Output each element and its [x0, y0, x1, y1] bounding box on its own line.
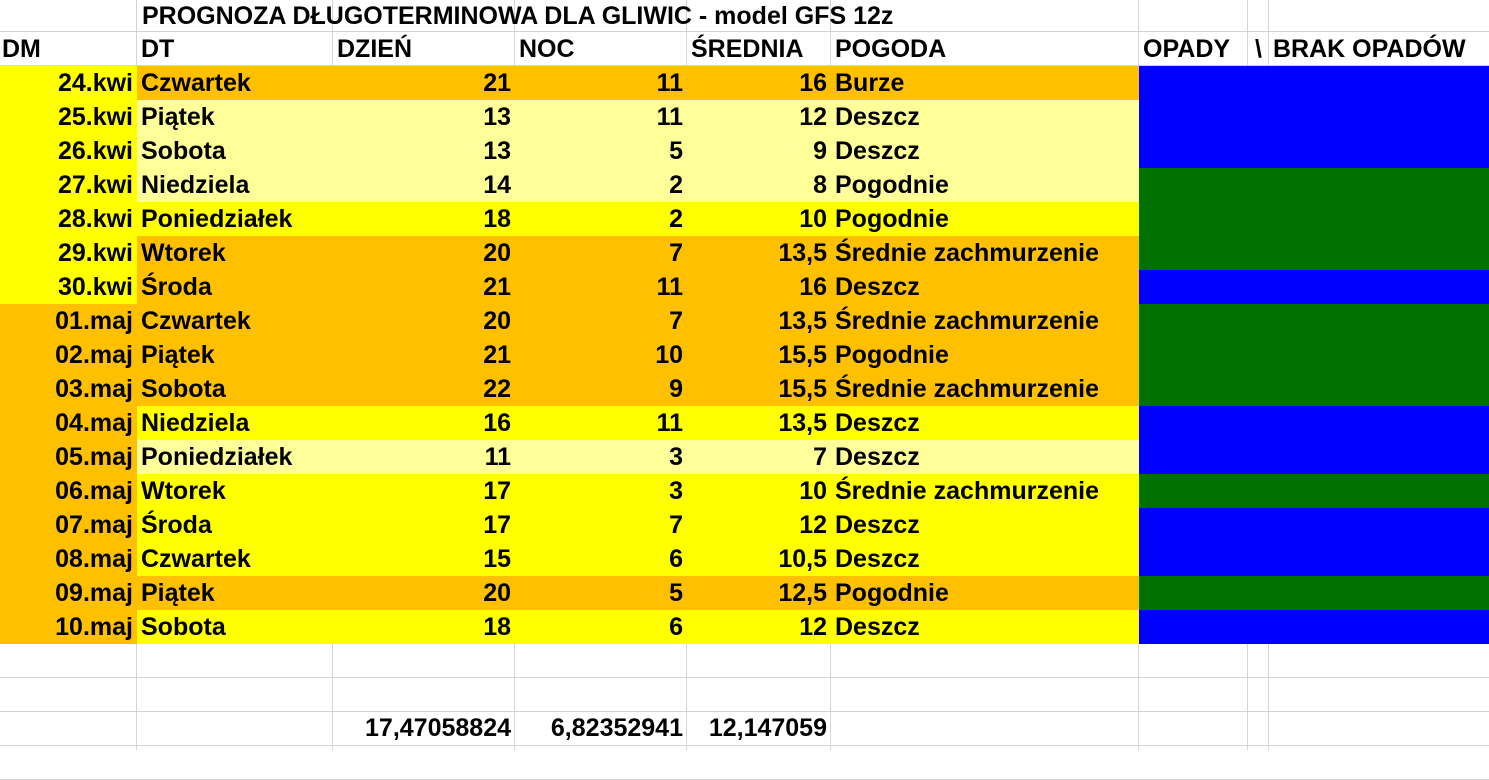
header-opady[interactable]: OPADY — [1143, 35, 1231, 63]
cell-weather[interactable]: Średnie zachmurzenie — [831, 474, 1139, 508]
cell-date[interactable]: 27.kwi — [0, 168, 137, 202]
cell-day[interactable]: Środa — [137, 270, 333, 304]
cell-date[interactable]: 24.kwi — [0, 66, 137, 100]
header-srednia[interactable]: ŚREDNIA — [691, 35, 804, 63]
cell-precipitation-indicator[interactable] — [1139, 372, 1489, 406]
cell-day[interactable]: Niedziela — [137, 168, 333, 202]
cell-day[interactable]: Wtorek — [137, 236, 333, 270]
cell-date[interactable]: 05.maj — [0, 440, 137, 474]
cell-precipitation-indicator[interactable] — [1139, 168, 1489, 202]
cell-precipitation-indicator[interactable] — [1139, 576, 1489, 610]
header-row — [0, 32, 1489, 66]
cell-day[interactable]: Sobota — [137, 610, 333, 644]
cell-date[interactable]: 29.kwi — [0, 236, 137, 270]
cell-day-temp[interactable]: 11 — [333, 440, 515, 474]
cell-day-temp[interactable]: 20 — [333, 236, 515, 270]
cell-day[interactable]: Piątek — [137, 576, 333, 610]
cell-date[interactable]: 26.kwi — [0, 134, 137, 168]
cell-night-temp[interactable]: 11 — [515, 270, 687, 304]
cell-precipitation-indicator[interactable] — [1139, 304, 1489, 338]
table-row — [0, 270, 1489, 304]
header-dzien[interactable]: DZIEŃ — [337, 35, 412, 63]
cell-date[interactable]: 28.kwi — [0, 202, 137, 236]
cell-day-temp[interactable]: 15 — [333, 542, 515, 576]
cell-date[interactable]: 10.maj — [0, 610, 137, 644]
table-row — [0, 372, 1489, 406]
average-noc[interactable]: 6,82352941 — [550, 714, 683, 742]
table-row — [0, 406, 1489, 440]
cell-day-temp[interactable]: 21 — [333, 338, 515, 372]
cell-night-temp[interactable]: 7 — [515, 236, 687, 270]
cell-day-temp[interactable]: 21 — [333, 270, 515, 304]
table-row — [0, 474, 1489, 508]
cell-average-temp[interactable]: 13,5 — [687, 304, 831, 338]
cell-day-temp[interactable]: 16 — [333, 406, 515, 440]
cell-average-temp[interactable]: 10,5 — [687, 542, 831, 576]
cell-average-temp[interactable]: 9 — [687, 134, 831, 168]
cell-date[interactable]: 07.maj — [0, 508, 137, 542]
cell-day-temp[interactable]: 20 — [333, 304, 515, 338]
cell-weather[interactable]: Deszcz — [831, 270, 1139, 304]
cell-day[interactable]: Niedziela — [137, 406, 333, 440]
cell-day-temp[interactable]: 13 — [333, 100, 515, 134]
cell-precipitation-indicator[interactable] — [1139, 474, 1489, 508]
cell-precipitation-indicator[interactable] — [1139, 610, 1489, 644]
cell-weather[interactable]: Deszcz — [831, 542, 1139, 576]
cell-day[interactable]: Czwartek — [137, 66, 333, 100]
cell-precipitation-indicator[interactable] — [1139, 542, 1489, 576]
table-row — [0, 134, 1489, 168]
sheet-title[interactable]: PROGNOZA DŁUGOTERMINOWA DLA GLIWIC - model GFS 12z — [142, 2, 894, 30]
cell-night-temp[interactable]: 5 — [515, 576, 687, 610]
cell-day-temp[interactable]: 20 — [333, 576, 515, 610]
table-row — [0, 100, 1489, 134]
cell-weather[interactable]: Deszcz — [831, 406, 1139, 440]
cell-day[interactable]: Środa — [137, 508, 333, 542]
cell-night-temp[interactable]: 10 — [515, 338, 687, 372]
cell-date[interactable]: 06.maj — [0, 474, 137, 508]
averages-row — [0, 711, 1489, 745]
table-row — [0, 304, 1489, 338]
cell-day-temp[interactable]: 13 — [333, 134, 515, 168]
cell-day[interactable]: Poniedziałek — [137, 440, 333, 474]
header-pogoda[interactable]: POGODA — [835, 35, 947, 63]
cell-day[interactable]: Sobota — [137, 134, 333, 168]
cell-weather[interactable]: Średnie zachmurzenie — [831, 304, 1139, 338]
cell-weather[interactable]: Średnie zachmurzenie — [831, 236, 1139, 270]
cell-date[interactable]: 25.kwi — [0, 100, 137, 134]
header-noc[interactable]: NOC — [519, 35, 575, 63]
cell-average-temp[interactable]: 12,5 — [687, 576, 831, 610]
cell-day-temp[interactable]: 14 — [333, 168, 515, 202]
gridline — [0, 677, 1489, 678]
title-row — [0, 0, 1489, 34]
cell-precipitation-indicator[interactable] — [1139, 508, 1489, 542]
cell-precipitation-indicator[interactable] — [1139, 202, 1489, 236]
cell-night-temp[interactable]: 11 — [515, 406, 687, 440]
cell-night-temp[interactable]: 11 — [515, 100, 687, 134]
cell-weather[interactable]: Deszcz — [831, 508, 1139, 542]
cell-night-temp[interactable]: 6 — [515, 542, 687, 576]
cell-date[interactable]: 09.maj — [0, 576, 137, 610]
cell-date[interactable]: 01.maj — [0, 304, 137, 338]
cell-weather[interactable]: Deszcz — [831, 610, 1139, 644]
cell-day[interactable]: Piątek — [137, 338, 333, 372]
cell-night-temp[interactable]: 7 — [515, 508, 687, 542]
header-dt[interactable]: DT — [141, 35, 175, 63]
cell-day[interactable]: Wtorek — [137, 474, 333, 508]
header-brak-opadow[interactable]: BRAK OPADÓW — [1273, 35, 1466, 63]
cell-weather[interactable]: Burze — [831, 66, 1139, 100]
table-row — [0, 168, 1489, 202]
cell-precipitation-indicator[interactable] — [1139, 338, 1489, 372]
cell-date[interactable]: 03.maj — [0, 372, 137, 406]
cell-date[interactable]: 02.maj — [0, 338, 137, 372]
cell-weather[interactable]: Deszcz — [831, 440, 1139, 474]
cell-day[interactable]: Czwartek — [137, 542, 333, 576]
cell-average-temp[interactable]: 16 — [687, 66, 831, 100]
cell-day-temp[interactable]: 17 — [333, 474, 515, 508]
cell-average-temp[interactable]: 13,5 — [687, 406, 831, 440]
cell-day-temp[interactable]: 18 — [333, 610, 515, 644]
cell-night-temp[interactable]: 6 — [515, 610, 687, 644]
table-row — [0, 542, 1489, 576]
cell-night-temp[interactable]: 7 — [515, 304, 687, 338]
cell-average-temp[interactable]: 12 — [687, 610, 831, 644]
cell-date[interactable]: 08.maj — [0, 542, 137, 576]
gridline — [0, 745, 1489, 746]
cell-day[interactable]: Piątek — [137, 100, 333, 134]
cell-night-temp[interactable]: 2 — [515, 202, 687, 236]
cell-day-temp[interactable]: 22 — [333, 372, 515, 406]
cell-precipitation-indicator[interactable] — [1139, 100, 1489, 134]
cell-day-temp[interactable]: 17 — [333, 508, 515, 542]
table-row — [0, 202, 1489, 236]
cell-average-temp[interactable]: 15,5 — [687, 338, 831, 372]
table-row — [0, 508, 1489, 542]
cell-average-temp[interactable]: 8 — [687, 168, 831, 202]
cell-night-temp[interactable]: 2 — [515, 168, 687, 202]
cell-average-temp[interactable]: 16 — [687, 270, 831, 304]
cell-precipitation-indicator[interactable] — [1139, 134, 1489, 168]
cell-precipitation-indicator[interactable] — [1139, 66, 1489, 100]
cell-night-temp[interactable]: 3 — [515, 440, 687, 474]
cell-night-temp[interactable]: 11 — [515, 66, 687, 100]
cell-day[interactable]: Poniedziałek — [137, 202, 333, 236]
table-row — [0, 610, 1489, 644]
cell-weather[interactable]: Deszcz — [831, 100, 1139, 134]
cell-weather[interactable]: Pogodnie — [831, 202, 1139, 236]
cell-average-temp[interactable]: 10 — [687, 202, 831, 236]
cell-weather[interactable]: Pogodnie — [831, 576, 1139, 610]
table-row — [0, 66, 1489, 100]
cell-precipitation-indicator[interactable] — [1139, 440, 1489, 474]
average-srednia[interactable]: 12,147059 — [708, 714, 827, 742]
cell-day-temp[interactable]: 18 — [333, 202, 515, 236]
header-dm[interactable]: DM — [2, 35, 41, 63]
cell-date[interactable]: 30.kwi — [0, 270, 137, 304]
cell-average-temp[interactable]: 12 — [687, 100, 831, 134]
cell-day[interactable]: Sobota — [137, 372, 333, 406]
cell-night-temp[interactable]: 3 — [515, 474, 687, 508]
cell-weather[interactable]: Pogodnie — [831, 338, 1139, 372]
table-row — [0, 338, 1489, 372]
cell-weather[interactable]: Pogodnie — [831, 168, 1139, 202]
cell-weather[interactable]: Średnie zachmurzenie — [831, 372, 1139, 406]
cell-precipitation-indicator[interactable] — [1139, 270, 1489, 304]
cell-date[interactable]: 04.maj — [0, 406, 137, 440]
cell-average-temp[interactable]: 15,5 — [687, 372, 831, 406]
cell-day[interactable]: Czwartek — [137, 304, 333, 338]
cell-night-temp[interactable]: 5 — [515, 134, 687, 168]
cell-average-temp[interactable]: 13,5 — [687, 236, 831, 270]
cell-weather[interactable]: Deszcz — [831, 134, 1139, 168]
cell-day-temp[interactable]: 21 — [333, 66, 515, 100]
table-row — [0, 440, 1489, 474]
cell-precipitation-indicator[interactable] — [1139, 406, 1489, 440]
header-separator[interactable]: \ — [1255, 35, 1262, 63]
table-row — [0, 576, 1489, 610]
cell-night-temp[interactable]: 9 — [515, 372, 687, 406]
table-row — [0, 236, 1489, 270]
cell-average-temp[interactable]: 7 — [687, 440, 831, 474]
cell-precipitation-indicator[interactable] — [1139, 236, 1489, 270]
cell-average-temp[interactable]: 10 — [687, 474, 831, 508]
cell-average-temp[interactable]: 12 — [687, 508, 831, 542]
average-dzien[interactable]: 17,47058824 — [365, 714, 511, 742]
